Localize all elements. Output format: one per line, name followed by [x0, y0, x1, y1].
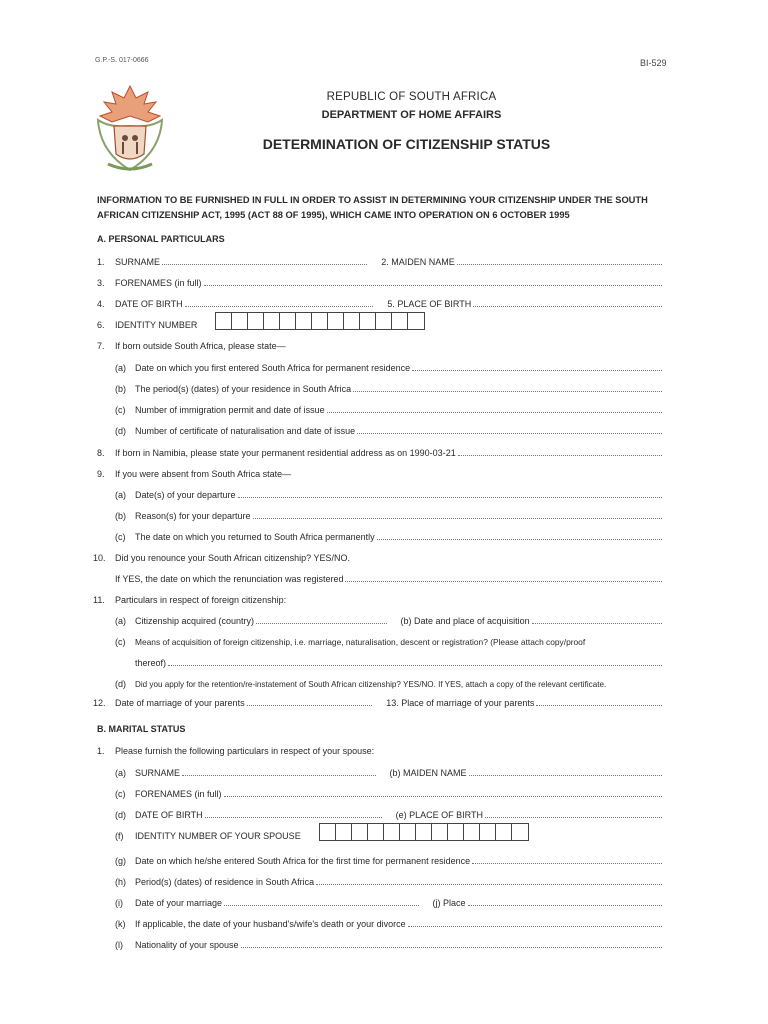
q9c-label: The date on which you returned to South Africa permanently [135, 532, 375, 542]
q7c-row [115, 403, 662, 415]
q7d-field[interactable] [357, 433, 662, 434]
q7b-label: The period(s) (dates) of your residence in South Africa [135, 384, 352, 394]
gps-code: G.P.-S. 017-0666 [95, 57, 149, 64]
q11-label: Particulars in respect of foreign citizenship: [115, 595, 287, 605]
q8-label: If born in Namibia, please state your permanent residential address as on 1990-03-21 [115, 448, 456, 458]
q9c-marker: (c) [115, 532, 126, 542]
marriage-row [115, 896, 662, 908]
q7c-label: Number of immigration permit and date of issue [135, 405, 325, 415]
spouse-forenames-field[interactable] [224, 796, 662, 797]
forenames-field[interactable] [204, 285, 662, 286]
spouse-dob-field[interactable] [205, 817, 382, 818]
spouse-forenames-row [115, 787, 662, 799]
nationality-row [115, 938, 662, 950]
q7d-label: Number of certificate of naturalisation and date of issue [135, 426, 356, 436]
q7a-marker: (a) [115, 363, 126, 373]
bh-marker: (h) [115, 877, 126, 887]
department-heading: DEPARTMENT OF HOME AFFAIRS [321, 109, 502, 121]
form-number: BI-529 [640, 58, 667, 68]
q9-label: If you were absent from South Africa state— [115, 469, 292, 479]
q7c-field[interactable] [327, 412, 662, 413]
bi-marker: (i) [115, 898, 123, 908]
marriage-date-field[interactable] [224, 905, 418, 906]
q13-field[interactable] [536, 705, 662, 706]
q7b-field[interactable] [353, 391, 662, 392]
q10-row [93, 551, 662, 563]
q7-number: 7. [97, 341, 105, 351]
q6-number: 6. [97, 320, 105, 330]
identity-row [97, 318, 662, 330]
q11ab-row [115, 614, 662, 626]
bg-marker: (g) [115, 856, 126, 866]
q7-row [97, 339, 662, 351]
q9-row [97, 467, 662, 479]
form-title: DETERMINATION OF CITIZENSHIP STATUS [262, 136, 551, 152]
intro-text: INFORMATION TO BE FURNISHED IN FULL IN ORDER TO ASSIST IN DETERMINING YOUR CITIZENSHIP UNDER THE SOUTH AFRICAN CITIZENSHIP ACT, 1995 (ACT 88 OF 1995), WHICH CAME INTO OPERATION ON 6 OCTOBER 1995 [97, 195, 648, 220]
q9c-field[interactable] [377, 539, 662, 540]
spouse-nationality-field[interactable] [241, 947, 662, 948]
q7-label: If born outside South Africa, please state— [115, 341, 286, 351]
maiden-name-label: 2. MAIDEN NAME [381, 257, 455, 267]
death-divorce-field[interactable] [408, 926, 662, 927]
q9b-label: Reason(s) for your departure [135, 511, 251, 521]
q11d-marker: (d) [115, 679, 126, 689]
q11d-row [115, 677, 662, 689]
q9b-field[interactable] [253, 518, 662, 519]
date-of-birth-label: DATE OF BIRTH [115, 299, 183, 309]
q9b-row [115, 509, 662, 521]
marriage-place-field[interactable] [468, 905, 662, 906]
spouse-entry-label: Date on which he/she entered South Africa for the first time for permanent residence [135, 856, 471, 866]
section-b-heading: B. MARITAL STATUS [97, 724, 186, 734]
q11d-label: Did you apply for the retention/re-instatement of South African citizenship? YES/NO. If YES, attach a copy of the relevant certificate. [135, 680, 607, 689]
renunciation-date-field[interactable] [345, 581, 662, 582]
q3-number: 3. [97, 278, 105, 288]
b1-number: 1. [97, 746, 105, 756]
parents-marriage-row [93, 696, 662, 708]
q13-label: 13. Place of marriage of your parents [386, 698, 535, 708]
q9a-marker: (a) [115, 490, 126, 500]
q11a-marker: (a) [115, 616, 126, 626]
spouse-dob-label: DATE OF BIRTH [135, 810, 203, 820]
q11c-marker: (c) [115, 637, 126, 647]
surname-row [97, 255, 662, 267]
forenames-row [97, 276, 662, 288]
surname-field[interactable] [162, 264, 367, 265]
q11-number: 11. [93, 595, 105, 605]
q11a-field[interactable] [256, 623, 386, 624]
section-a-heading: A. PERSONAL PARTICULARS [97, 234, 225, 244]
q11a-label: Citizenship acquired (country) [135, 616, 255, 626]
q10-yes-row [115, 572, 662, 584]
date-of-birth-field[interactable] [185, 306, 374, 307]
q7b-marker: (b) [115, 384, 126, 394]
q8-number: 8. [97, 448, 105, 458]
q10-label: Did you renounce your South African citizenship? YES/NO. [115, 553, 350, 563]
q10-yes-label: If YES, the date on which the renunciation was registered [115, 574, 344, 584]
bk-marker: (k) [115, 919, 126, 929]
q12-number: 12. [93, 698, 106, 708]
spouse-pob-label: (e) PLACE OF BIRTH [395, 810, 484, 820]
q10-number: 10. [93, 553, 106, 563]
q7b-row [115, 382, 662, 394]
place-of-birth-field[interactable] [473, 306, 662, 307]
place-of-birth-label: 5. PLACE OF BIRTH [387, 299, 472, 309]
q9-number: 9. [97, 469, 105, 479]
forenames-label: FORENAMES (in full) [115, 278, 202, 288]
q7c-marker: (c) [115, 405, 126, 415]
death-divorce-label: If applicable, the date of your husband's/wife's death or your divorce [135, 919, 406, 929]
spouse-surname-field[interactable] [182, 775, 375, 776]
spouse-entry-row [115, 854, 662, 866]
death-divorce-row [115, 917, 662, 929]
q7a-row [115, 361, 662, 373]
spouse-maiden-name-label: (b) MAIDEN NAME [389, 768, 467, 778]
q11c-row [115, 635, 662, 647]
spouse-pob-field[interactable] [485, 817, 662, 818]
q12-label: Date of marriage of your parents [115, 698, 245, 708]
spouse-residence-row [115, 875, 662, 887]
b1-label: Please furnish the following particulars in respect of your spouse: [115, 746, 375, 756]
spouse-nationality-label: Nationality of your spouse [135, 940, 239, 950]
q11c-field[interactable] [168, 665, 662, 666]
identity-number-boxes[interactable] [215, 312, 425, 330]
birth-row [97, 297, 662, 309]
maiden-name-field[interactable] [457, 264, 662, 265]
bc-marker: (c) [115, 789, 126, 799]
q11c-label: Means of acquisition of foreign citizenship, i.e. marriage, naturalisation, descent or registration? (Please attach copy/proof [135, 637, 586, 647]
identity-number-label: IDENTITY NUMBER [115, 320, 198, 330]
marriage-date-label: Date of your marriage [135, 898, 223, 908]
surname-label: SURNAME [115, 257, 161, 267]
spouse-id-label: IDENTITY NUMBER OF YOUR SPOUSE [135, 831, 301, 841]
q11c-cont-label: thereof) [135, 658, 167, 668]
q11b-field[interactable] [532, 623, 662, 624]
marriage-place-label: (j) Place [432, 898, 466, 908]
q8-field[interactable] [458, 455, 662, 456]
q12-field[interactable] [247, 705, 373, 706]
spouse-entry-field[interactable] [472, 863, 662, 864]
bl-marker: (l) [115, 940, 123, 950]
republic-heading: REPUBLIC OF SOUTH AFRICA [326, 91, 497, 103]
q7a-field[interactable] [412, 370, 662, 371]
bf-marker: (f) [115, 831, 124, 841]
spouse-residence-field[interactable] [316, 884, 662, 885]
bd-marker: (d) [115, 810, 126, 820]
spouse-forenames-label: FORENAMES (in full) [135, 789, 222, 799]
q7d-marker: (d) [115, 426, 126, 436]
spouse-id-boxes[interactable] [319, 823, 529, 841]
q9a-label: Date(s) of your departure [135, 490, 236, 500]
q1-number: 1. [97, 257, 105, 267]
ba-marker: (a) [115, 768, 126, 778]
q7d-row [115, 424, 662, 436]
q9b-marker: (b) [115, 511, 126, 521]
spouse-intro-row [97, 744, 662, 756]
q4-number: 4. [97, 299, 105, 309]
spouse-residence-label: Period(s) (dates) of residence in South Africa [135, 877, 315, 887]
q9a-field[interactable] [238, 497, 662, 498]
q11-row [93, 593, 662, 605]
q11c-cont-row [135, 656, 662, 668]
q7a-label: Date on which you first entered South Africa for permanent residence [135, 363, 411, 373]
spouse-name-row [115, 766, 662, 778]
spouse-birth-row [115, 808, 662, 820]
spouse-surname-label: SURNAME [135, 768, 181, 778]
q9c-row [115, 530, 662, 542]
spouse-maiden-name-field[interactable] [469, 775, 662, 776]
spouse-id-row [115, 829, 662, 841]
q9a-row [115, 488, 662, 500]
q11b-label: (b) Date and place of acquisition [400, 616, 530, 626]
q8-row [97, 446, 662, 458]
